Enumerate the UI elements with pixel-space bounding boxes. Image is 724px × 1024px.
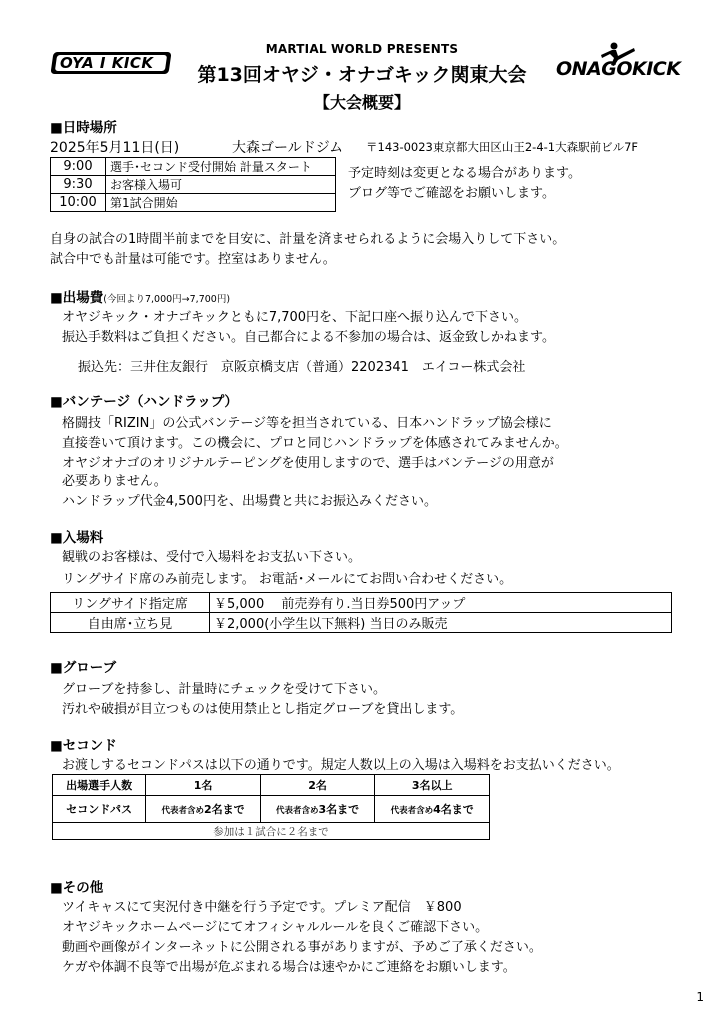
second-note: 参加は１試合に２名まで bbox=[53, 823, 490, 840]
oyaji-kick-logo-text: OYA I KICK bbox=[60, 54, 154, 72]
other-line: 動画や画像がインターネットに公開される事がありますが、予めご了承ください。 bbox=[62, 940, 542, 955]
onago-kick-logo bbox=[556, 42, 686, 84]
other-line: ツイキャスにて実況付き中継を行う予定です。プレミア配信 ￥800 bbox=[62, 900, 462, 915]
schedule-table bbox=[50, 157, 336, 212]
second-header-cell: 1名 bbox=[146, 775, 261, 796]
schedule-time: 9:00 bbox=[51, 158, 106, 176]
schedule-body: 試合中でも計量は可能です。控室はありません。 bbox=[50, 252, 336, 267]
admission-line: 観戦のお客様は、受付で入場料をお支払い下さい。 bbox=[62, 550, 362, 565]
seat-type: リングサイド指定席 bbox=[51, 593, 210, 613]
second-header-cell: 3名以上 bbox=[375, 775, 490, 796]
second-heading: ■セコンド bbox=[50, 738, 117, 754]
bandage-line: 格闘技「RIZIN」の公式バンテージ等を担当されている、日本ハンドラップ協会様に bbox=[62, 416, 552, 431]
table-row bbox=[51, 194, 336, 212]
table-row bbox=[51, 176, 336, 194]
second-pass-cell: 代表者含め4名まで bbox=[375, 796, 490, 823]
page-title: 第13回オヤジ・オナゴキック関東大会 bbox=[197, 64, 527, 86]
presents-line: MARTIAL WORLD PRESENTS bbox=[265, 42, 459, 56]
bandage-line: オヤジオナゴのオリジナルテーピングを使用しますので、選手はバンテージの用意が bbox=[62, 456, 554, 471]
admission-table bbox=[50, 592, 672, 633]
second-row-label: セコンドパス bbox=[53, 796, 146, 823]
entry-fee-heading bbox=[50, 286, 230, 306]
schedule-desc: 第1試合開始 bbox=[106, 194, 336, 212]
seat-price: ￥5,000 前売券有り.当日券500円アップ bbox=[210, 593, 672, 613]
entry-fee-line: オヤジキック・オナゴキックともに7,700円を、下記口座へ振り込んで下さい。 bbox=[62, 310, 528, 325]
schedule-time: 9:30 bbox=[51, 176, 106, 194]
table-row bbox=[53, 796, 490, 823]
second-header-cell: 2名 bbox=[260, 775, 375, 796]
event-venue: 大森ゴールドジム bbox=[232, 140, 344, 156]
admission-line: リングサイド席のみ前売します。 お電話･メールにてお問い合わせください。 bbox=[62, 572, 513, 587]
bank-account: 振込先：三井住友銀行 京阪京橋支店（普通）2202341 エイコー株式会社 bbox=[78, 360, 526, 375]
event-date: 2025年5月11日(日) bbox=[50, 140, 180, 156]
entry-fee-heading-text: ■出場費 bbox=[50, 290, 104, 306]
bandage-line: 直接巻いて頂けます。この機会に、プロと同じハンドラップを体感されてみませんか。 bbox=[62, 436, 568, 451]
bandage-line: ハンドラップ代金4,500円を、出場費と共にお振込みください。 bbox=[62, 494, 437, 509]
event-address: 〒143-0023東京都大田区山王2-4-1大森駅前ビル7F bbox=[366, 140, 639, 154]
second-pass-cell: 代表者含め2名まで bbox=[146, 796, 261, 823]
other-line: オヤジキックホームページにてオフィシャルルールを良くご確認下さい。 bbox=[62, 920, 489, 935]
bandage-heading: ■バンテージ（ハンドラップ） bbox=[50, 394, 238, 410]
second-line: お渡しするセコンドパスは以下の通りです。規定人数以上の入場は入場料をお支払いください。 bbox=[62, 758, 620, 773]
schedule-note: ブログ等でご確認をお願いします。 bbox=[348, 186, 555, 201]
schedule-body: 自身の試合の1時間半前までを目安に、計量を済ませられるように会場入りして下さい。 bbox=[50, 232, 566, 247]
gloves-heading: ■グローブ bbox=[50, 660, 117, 676]
schedule-note: 予定時刻は変更となる場合があります。 bbox=[348, 166, 581, 181]
other-line: ケガや体調不良等で出場が危ぶまれる場合は速やかにご連絡をお願いします。 bbox=[62, 960, 516, 975]
gloves-line: グローブを持参し、計量時にチェックを受けて下さい。 bbox=[62, 682, 386, 697]
gloves-line: 汚れや破損が目立つものは使用禁止とし指定グローブを貸出します。 bbox=[62, 702, 464, 717]
schedule-desc: 選手･セコンド受付開始 計量スタート bbox=[106, 158, 336, 176]
onago-kick-logo-text: ONAGOKICK bbox=[556, 58, 681, 80]
second-header-cell: 出場選手人数 bbox=[53, 775, 146, 796]
schedule-time: 10:00 bbox=[51, 194, 106, 212]
entry-fee-line: 振込手数料はご負担ください。自己都合による不参加の場合は、返金致しかねます。 bbox=[62, 330, 555, 345]
table-row bbox=[51, 593, 672, 613]
page-number: 1 bbox=[696, 990, 704, 1004]
seat-type: 自由席･立ち見 bbox=[51, 613, 210, 633]
table-row bbox=[53, 775, 490, 796]
table-row bbox=[51, 158, 336, 176]
seat-price: ￥2,000(小学生以下無料) 当日のみ販売 bbox=[210, 613, 672, 633]
table-row bbox=[51, 613, 672, 633]
page-subtitle: 【大会概要】 bbox=[313, 93, 410, 112]
other-heading: ■その他 bbox=[50, 880, 104, 896]
second-pass-table bbox=[52, 774, 490, 840]
entry-fee-change-note: (今回より7,000円→7,700円) bbox=[103, 294, 231, 305]
schedule-desc: お客様入場可 bbox=[106, 176, 336, 194]
table-row bbox=[53, 823, 490, 840]
second-pass-cell: 代表者含め3名まで bbox=[260, 796, 375, 823]
admission-heading: ■入場料 bbox=[50, 530, 104, 546]
schedule-heading: ■日時場所 bbox=[50, 120, 117, 136]
bandage-line: 必要ありません。 bbox=[62, 474, 167, 489]
